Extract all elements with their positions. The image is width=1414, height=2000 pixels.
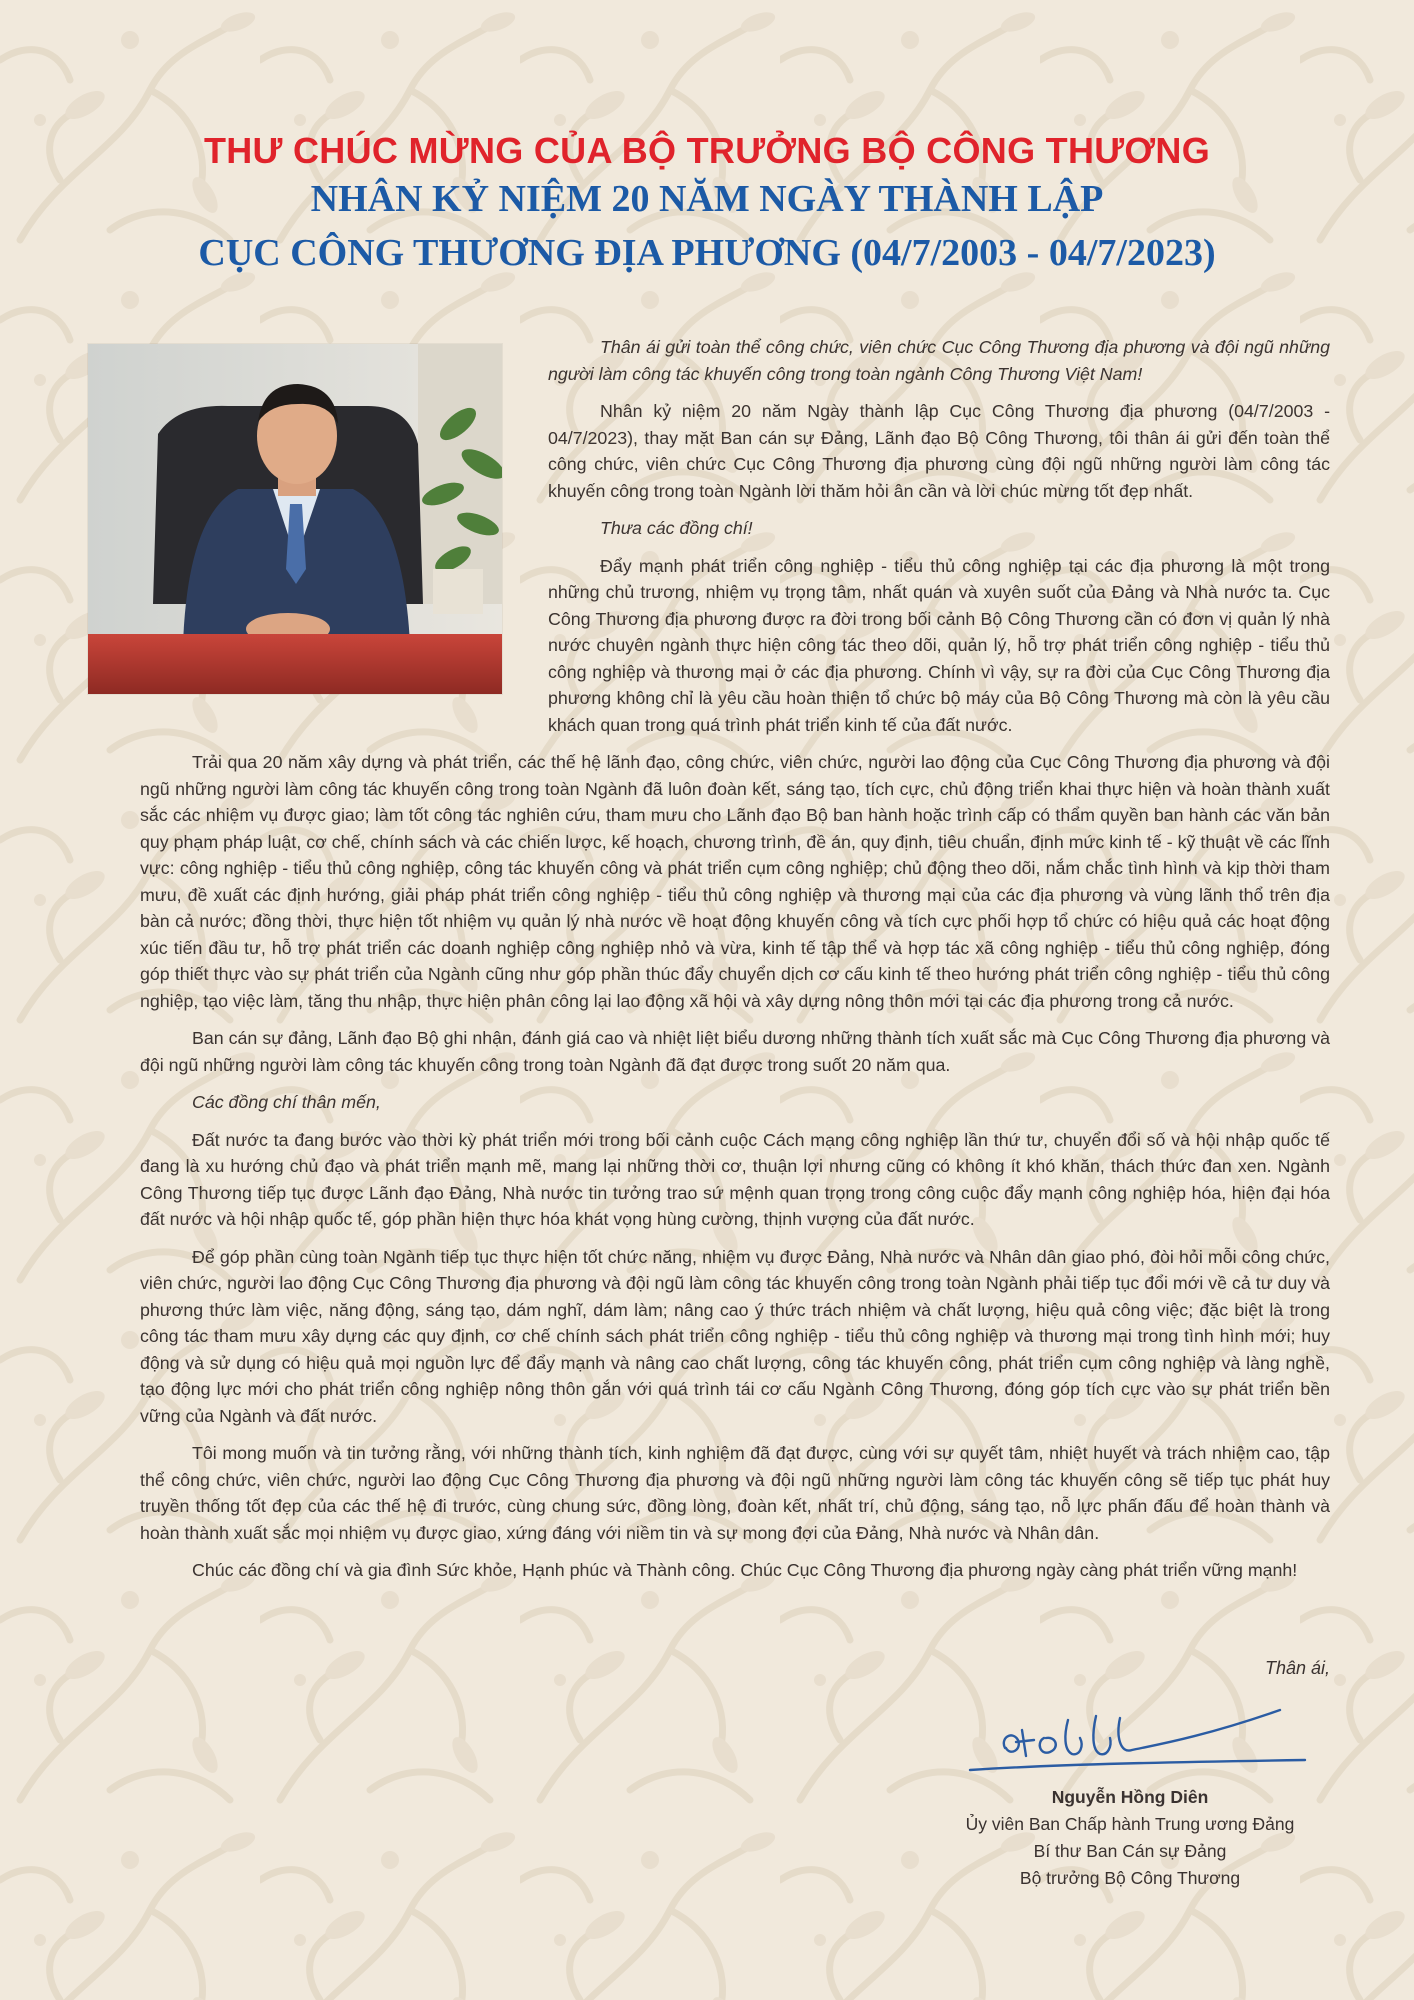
body-paragraph: Đẩy mạnh phát triển công nghiệp - tiểu thủ công nghiệp tại các địa phương là một trong những chủ trương, nhiệm vụ trọng tâm, nhất quán và xuyên suốt của Đảng và Nhà nước ta. Cục Công Thương địa phương được ra đời trong bối cảnh Bộ Công Thương cần có đơn vị quản lý nhà nước chuyên ngành thực hiện công tác theo dõi, quản lý, hỗ trợ phát triển công nghiệp - tiểu thủ công nghiệp và thương mại ở các địa phương. Chính vì vậy, sự ra đời của Cục Công Thương địa phương không chỉ là yêu cầu hoàn thiện tổ chức bộ máy của Bộ Công Thương mà còn là yêu cầu khách quan trong quá trình phát triển kinh tế của đất nước. xyxy=(548,555,1330,735)
body-paragraph: Đất nước ta đang bước vào thời kỳ phát triển mới trong bối cảnh cuộc Cách mạng công nghiệp lần thứ tư, chuyển đổi số và hội nhập quốc tế đang là xu hướng chủ đạo và phát triển mạnh mẽ, mang lại những thời cơ, thuận lợi nhưng cũng có không ít khó khăn, thách thức đan xen. Ngành Công Thương tiếp tục được Lãnh đạo Đảng, Nhà nước tin tưởng trao sứ mệnh quan trọng trong công cuộc đẩy mạnh công nghiệp hóa, hiện đại hóa đất nước và hội nhập quốc tế, góp phần hiện thực hóa khát vọng hùng cường, thịnh vượng của đất nước. xyxy=(140,1129,1330,1229)
signer-title-3: Bộ trưởng Bộ Công Thương xyxy=(1019,1868,1241,1888)
title-block xyxy=(0,130,1414,280)
address-line: Thưa các đồng chí! xyxy=(600,518,753,538)
body-paragraph: Nhân kỷ niệm 20 năm Ngày thành lập Cục Công Thương địa phương (04/7/2003 - 04/7/2023), thay mặt Ban cán sự Đảng, Lãnh đạo Bộ Công Thương, tôi thân ái gửi đến toàn thể công chức, viên chức Cục Công Thương địa phương cùng đội ngũ những người làm công tác khuyến công trong toàn Ngành lời thăm hỏi ân cần và lời chúc mừng tốt đẹp nhất. xyxy=(548,401,1330,501)
address-line: Các đồng chí thân mến, xyxy=(192,1092,381,1112)
title-line-3: CỤC CÔNG THƯƠNG ĐỊA PHƯƠNG (04/7/2003 - 04/7/2023) xyxy=(198,232,1216,274)
closing-greeting: Thân ái, xyxy=(1264,1658,1330,1678)
signer-title-1: Ủy viên Ban Chấp hành Trung ương Đảng xyxy=(965,1814,1295,1834)
title-line-2: NHÂN KỶ NIỆM 20 NĂM NGÀY THÀNH LẬP xyxy=(310,178,1104,220)
signature-block xyxy=(930,1784,1330,1892)
body-paragraph: Ban cán sự đảng, Lãnh đạo Bộ ghi nhận, đánh giá cao và nhiệt liệt biểu dương những thành tích xuất sắc mà Cục Công Thương địa phương và đội ngũ những người làm công tác khuyến công trong toàn Ngành đã đạt được trong suốt 20 năm qua. xyxy=(140,1028,1330,1075)
signer-title-2: Bí thư Ban Cán sự Đảng xyxy=(1033,1841,1227,1861)
handwritten-signature xyxy=(960,1690,1320,1780)
salutation-paragraph: Thân ái gửi toàn thể công chức, viên chức Cục Công Thương địa phương và đội ngũ những người làm công tác khuyến công trong toàn ngành Công Thương Việt Nam! xyxy=(548,337,1330,384)
title-line-1: THƯ CHÚC MỪNG CỦA BỘ TRƯỞNG BỘ CÔNG THƯƠNG xyxy=(203,130,1211,171)
body-paragraph: Để góp phần cùng toàn Ngành tiếp tục thực hiện tốt chức năng, nhiệm vụ được Đảng, Nhà nước và Nhân dân giao phó, đòi hỏi mỗi công chức, viên chức, người lao động Cục Công Thương địa phương và đội ngũ làm công tác khuyến công trong toàn Ngành phải tiếp tục đổi mới về cả tư duy và phương thức làm việc, năng động, sáng tạo, dám nghĩ, dám làm; nâng cao ý thức trách nhiệm và chất lượng, hiệu quả công việc; đặc biệt là trong công tác tham mưu xây dựng các quy định, cơ chế chính sách phát triển công nghiệp - tiểu thủ công nghiệp và thương mại trong tình hình mới; huy động và sử dụng có hiệu quả mọi nguồn lực để đẩy mạnh và nâng cao chất lượng, công tác khuyến công, phát triển cụm công nghiệp và làng nghề, tạo động lực mới cho phát triển công nghiệp nông thôn gắn với quá trình tái cơ cấu Ngành Công Thương, đóng góp tích cực vào sự phát triển bền vững của Ngành và đất nước. xyxy=(140,1246,1330,1426)
body-paragraph: Tôi mong muốn và tin tưởng rằng, với những thành tích, kinh nghiệm đã đạt được, cùng với sự quyết tâm, nhiệt huyết và trách nhiệm cao, tập thể công chức, viên chức, người lao động Cục Công Thương địa phương và đội ngũ những người làm công tác khuyến công sẽ tiếp tục phát huy truyền thống tốt đẹp của các thế hệ đi trước, cùng chung sức, đồng lòng, đoàn kết, nhất trí, chủ động, sáng tạo, nỗ lực phấn đấu để hoàn thành và hoàn thành xuất sắc mọi nhiệm vụ được giao, xứng đáng với niềm tin và sự mong đợi của Đảng, Nhà nước và Nhân dân. xyxy=(140,1443,1330,1543)
body-paragraph: Trải qua 20 năm xây dựng và phát triển, các thế hệ lãnh đạo, công chức, viên chức, người lao động của Cục Công Thương địa phương và đội ngũ những người làm công tác khuyến công trong toàn Ngành đã luôn đoàn kết, sáng tạo, tích cực, chủ động triển khai thực hiện và hoàn thành xuất sắc các nhiệm vụ được giao; làm tốt công tác nghiên cứu, tham mưu cho Lãnh đạo Bộ ban hành hoặc trình cấp có thẩm quyền ban hành các văn bản quy phạm pháp luật, cơ chế, chính sách và các chiến lược, kế hoạch, chương trình, đề án, quy định, tiêu chuẩn, định mức kinh tế - kỹ thuật về các lĩnh vực: công nghiệp - tiểu thủ công nghiệp, công tác khuyến công và phát triển cụm công nghiệp; chủ động theo dõi, nắm chắc tình hình và kịp thời tham mưu, đề xuất các định hướng, giải pháp phát triển công nghiệp - tiểu thủ công nghiệp và thương mại của các địa phương và vùng lãnh thổ trên địa bàn cả nước; đồng thời, thực hiện tốt nhiệm vụ quản lý nhà nước về hoạt động khuyến công và tích cực phối hợp tổ chức có hiệu quả các hoạt động xúc tiến đầu tư, hỗ trợ phát triển các doanh nghiệp công nghiệp nhỏ và vừa, kinh tế tập thể và hợp tác xã công nghiệp - tiểu thủ công nghiệp, đóng góp thiết thực vào sự phát triển của Ngành cũng như góp phần thúc đẩy chuyển dịch cơ cấu kinh tế theo hướng phát triển công nghiệp - tiểu thủ công nghiệp, tạo việc làm, tăng thu nhập, thực hiện phân công lại lao động xã hội và xây dựng nông thôn mới tại các địa phương trong cả nước. xyxy=(140,752,1330,1011)
closing-wish-paragraph: Chúc các đồng chí và gia đình Sức khỏe, Hạnh phúc và Thành công. Chúc Cục Công Thương địa phương ngày càng phát triển vững mạnh! xyxy=(192,1560,1298,1580)
letter-body xyxy=(140,334,1330,1595)
signer-name: Nguyễn Hồng Diên xyxy=(1051,1787,1209,1807)
